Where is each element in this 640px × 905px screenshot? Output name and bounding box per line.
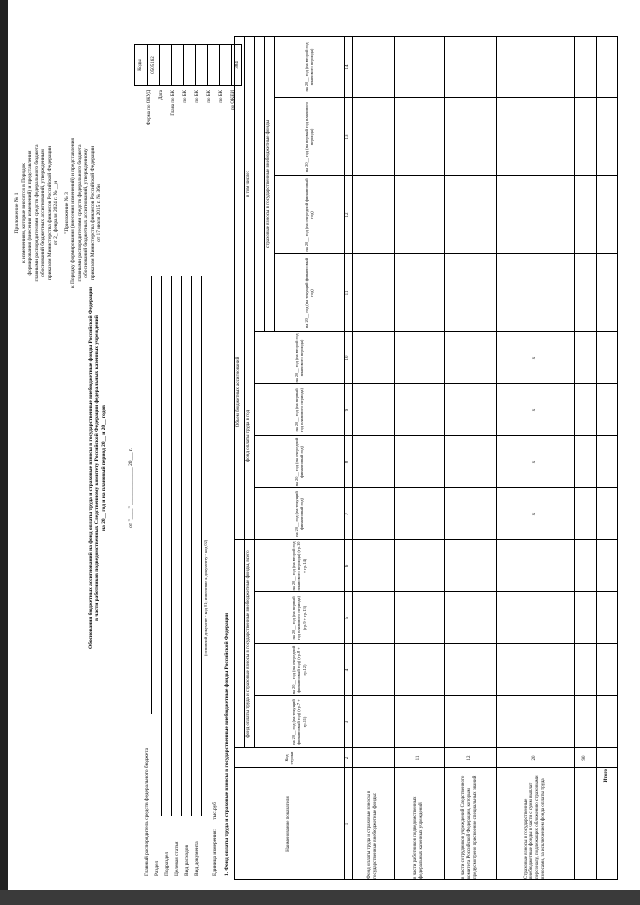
form-okud-label: Форма по ОКУД: [147, 90, 152, 126]
field-label: Подраздел: [164, 851, 170, 876]
subcol-header: на 20__ год (на текущий финансовый год): [303, 258, 314, 328]
bk-code-cell[interactable]: [195, 45, 207, 85]
date-code-cell[interactable]: [159, 45, 171, 85]
appendix-line: от 2_ февраля 2024 г. № __н: [53, 180, 60, 246]
codes-table: [134, 44, 242, 86]
total-row-label: Итого: [604, 769, 610, 783]
col-number: 1: [345, 822, 351, 826]
group-fot-header: фонд оплаты труда в год: [246, 409, 252, 463]
subcol-header: на 20__ год (на первый год планового периода): [303, 101, 314, 173]
cross-mark: х: [532, 460, 538, 464]
title-line-3: на 20__ год и на плановый период 20__ и 20__ годов: [100, 405, 107, 531]
field-row: [144, 276, 150, 876]
bk-label: по БК: [219, 90, 224, 103]
unit-value: тыс.руб: [212, 802, 218, 820]
group-main-header: Объем бюджетных ассигнований: [236, 356, 242, 428]
appendix-number: Приложение № 1: [14, 192, 20, 234]
table-row-code: 12: [467, 755, 473, 761]
okei-label: по ОКЕИ: [231, 90, 236, 111]
col-number: 7: [345, 512, 351, 516]
field-label: Вид расходов: [184, 845, 190, 876]
codes-header: Коды: [138, 59, 143, 71]
col-code-header: Код строки: [283, 751, 294, 765]
title-line-1: Обоснования бюджетных ассигнований на фонд оплаты труда и страховые взносы в государственные внебюджетные фонды Российской Федерации: [88, 287, 94, 649]
subcol-header: на 20__ год (на второй год планового периода): [303, 42, 314, 92]
cross-mark: х: [532, 408, 538, 412]
field-label: Главный распорядитель средств федерального бюджета: [144, 747, 150, 876]
appendix-ref-line: главными распорядителями средств федерального бюджета: [76, 144, 83, 282]
codes-block: [134, 38, 244, 158]
okei-code-cell: 384: [231, 45, 243, 85]
col-number: 2: [345, 756, 351, 760]
subcol-header: на 20__ год (на второй год планового периода) (гр.10 + гр.14): [291, 541, 307, 591]
appendix-line: главными распорядителями средств федерального бюджета: [33, 144, 40, 282]
appendix-line: обоснований бюджетных ассигнований, утвержденным: [40, 149, 47, 277]
subcol-header: на 20__ год (на текущий финансовый год): [293, 491, 304, 537]
appendix-line: формирования (внесения изменений) и представления: [27, 150, 34, 276]
col-number: 4: [345, 668, 351, 672]
col-number: 5: [345, 616, 351, 620]
date-line: от "____" ______________ 20___ г.: [128, 448, 134, 528]
cross-mark: х: [532, 512, 538, 516]
form-code-cell: 0505162: [147, 45, 159, 85]
col-number: 6: [345, 564, 351, 568]
col-number: 3: [345, 720, 351, 724]
appendix-ref-line: приказом Министерства финансов Российской Федерации: [89, 146, 96, 280]
col-name-header: Наименование показателя: [286, 796, 292, 852]
appendix-line: приказом Министерства финансов Российской Федерации: [46, 146, 53, 280]
subcol-header: на 20__ год (на первый год планового периода): [293, 388, 304, 432]
col-number: 13: [345, 134, 351, 140]
bk-label: по БК: [207, 90, 212, 103]
table-row-name: Фонд оплаты труда и страховые взносы в государственные внебюджетные фонды:: [367, 790, 378, 879]
unit-label: Единица измерения:: [212, 829, 218, 876]
field-label: Вид документа: [194, 841, 200, 876]
subcol-header: на 20__ год (на очередной финансовый год): [293, 437, 304, 487]
appendix-ref-title: "Приложение № 3: [63, 192, 70, 234]
table-row-code: 11: [416, 755, 422, 761]
appendix-line: к изменениям, которые вносятся в Порядок: [20, 163, 27, 263]
col-number: 9: [345, 408, 351, 412]
table-row-name: Страховые взносы в государственные внебюджетные фонды в части с сумм выплат персоналу, подлежащих обложению страховыми взносами, за исключением фонда оплаты труда: [523, 775, 546, 879]
col-number: 12: [345, 212, 351, 218]
field-label: Целевая статья: [174, 841, 180, 876]
appendix-ref-line: обоснований бюджетных ассигнований, утвержденному: [83, 148, 90, 278]
bk-label: Глава по БК: [171, 90, 176, 116]
table-row-name: в части работников подведомственных федеральных казенных учреждений: [413, 796, 424, 879]
subcol-header: на 20__ год (на текущий финансовый год) (гр.7 + гр.11): [291, 699, 307, 745]
document-title: [88, 208, 107, 728]
subcol-header: на 20__ год (на очередной финансовый год): [303, 178, 314, 252]
bk-code-cell[interactable]: [219, 45, 231, 85]
doc-type-note: (основной документ - код 01; изменение к документу - код 02): [203, 539, 208, 656]
field-label: Раздел: [154, 860, 160, 876]
col-number: 8: [345, 460, 351, 464]
subcol-header: на 20__ год (на первый год планового периода) (гр.9 + гр.13): [291, 596, 307, 640]
bk-code-cell[interactable]: [183, 45, 195, 85]
col-number: 11: [345, 290, 351, 296]
rotated-form-sheet: [10, 28, 630, 888]
bk-code-cell[interactable]: [207, 45, 219, 85]
col-number: 14: [345, 64, 351, 70]
title-line-2: в части работников подведомственных Следственному комитету Российской Федерации федеральных казенных учреждений: [94, 315, 101, 621]
total-row-code: 90: [582, 755, 588, 761]
appendix-ref-line: от 17 июля 2015 г. № 36н: [96, 184, 103, 242]
section-heading: 1. Фонд оплаты труда и страховые взносы в государственные внебюджетные фонды Российской Федерации: [224, 612, 230, 876]
group-total-header: фонд оплаты труда и страховые взносы в государственные внебюджетные фонды, всего: [246, 550, 252, 738]
bk-label: по БК: [195, 90, 200, 103]
col-number: 10: [345, 355, 351, 361]
group-strah-header: страховые взносы в государственные внебюджетные фонды: [266, 120, 272, 248]
chapter-code-cell[interactable]: [171, 45, 183, 85]
subcol-header: на 20__ год (на очередной финансовый год) (гр.8 + гр.12): [291, 645, 307, 695]
budget-table: [234, 36, 618, 880]
bk-label: по БК: [183, 90, 188, 103]
table-row-name: в части сотрудников учреждений Следственного комитета Российской Федерации, которым предусмотрено присвоение специальных званий: [461, 775, 478, 879]
subcol-header: на 20__ год (на второй год планового периода): [293, 333, 304, 383]
appendix-ref-line: к Порядку формирования (внесения изменений) и представления: [70, 138, 77, 288]
date-label: Дата: [159, 90, 164, 100]
group-incl-header: в том числе:: [246, 170, 252, 198]
cross-mark: х: [532, 356, 538, 360]
table-row-code: 20: [532, 755, 538, 761]
